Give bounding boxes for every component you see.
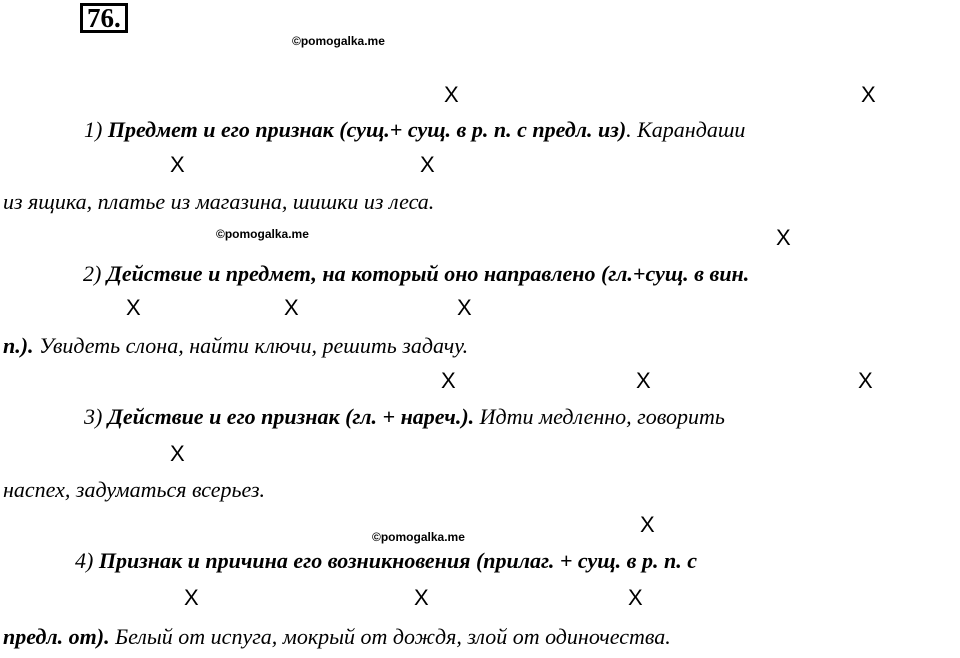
stress-marker: X: [776, 225, 791, 250]
stress-marker: X: [420, 152, 435, 177]
item-heading: Действие и его признак (гл. + нареч.).: [107, 404, 475, 429]
exercise-number: 76.: [80, 3, 128, 33]
item-number: 2): [83, 261, 102, 286]
watermark: ©pomogalka.me: [216, 227, 309, 241]
item-examples: Белый от испуга, мокрый от дождя, злой от одиночества.: [109, 624, 671, 649]
stress-marker: X: [284, 295, 299, 320]
item-heading-cont: п.).: [3, 333, 34, 358]
item-2-line-1: [83, 261, 749, 287]
item-number: 4): [75, 548, 94, 573]
watermark: ©pomogalka.me: [292, 34, 385, 48]
item-1-line-1: [84, 117, 745, 143]
item-examples: . Карандаши: [626, 117, 746, 142]
stress-marker: X: [170, 441, 185, 466]
item-heading: Признак и причина его возникновения (прилаг. + сущ. в р. п. с: [98, 548, 697, 573]
item-heading: Предмет и его признак (сущ.+ сущ. в р. п. с предл. из): [107, 117, 627, 142]
item-3-line-2: наспех, задуматься всерьез.: [3, 477, 266, 502]
item-4-line-1: [75, 548, 697, 574]
item-3-line-1: [84, 404, 725, 430]
stress-marker: X: [636, 368, 651, 393]
item-heading-cont: предл. от).: [3, 624, 110, 649]
item-number: 1): [84, 117, 103, 142]
item-examples: Идти медленно, говорить: [474, 404, 725, 429]
stress-marker: X: [414, 585, 429, 610]
stress-marker: X: [126, 295, 141, 320]
item-2-line-2: [3, 333, 468, 359]
stress-marker: X: [640, 512, 655, 537]
stress-marker: X: [441, 368, 456, 393]
stress-marker: X: [184, 585, 199, 610]
stress-marker: X: [457, 295, 472, 320]
item-heading: Действие и предмет, на который оно направлено (гл.+сущ. в вин.: [106, 261, 750, 286]
watermark: ©pomogalka.me: [372, 530, 465, 544]
item-1-line-2: из ящика, платье из магазина, шишки из леса.: [3, 189, 435, 214]
item-number: 3): [84, 404, 103, 429]
stress-marker: X: [858, 368, 873, 393]
stress-marker: X: [628, 585, 643, 610]
stress-marker: X: [861, 82, 876, 107]
item-4-line-2: [3, 624, 671, 650]
stress-marker: X: [444, 82, 459, 107]
item-examples: Увидеть слона, найти ключи, решить задачу.: [33, 333, 469, 358]
stress-marker: X: [170, 152, 185, 177]
